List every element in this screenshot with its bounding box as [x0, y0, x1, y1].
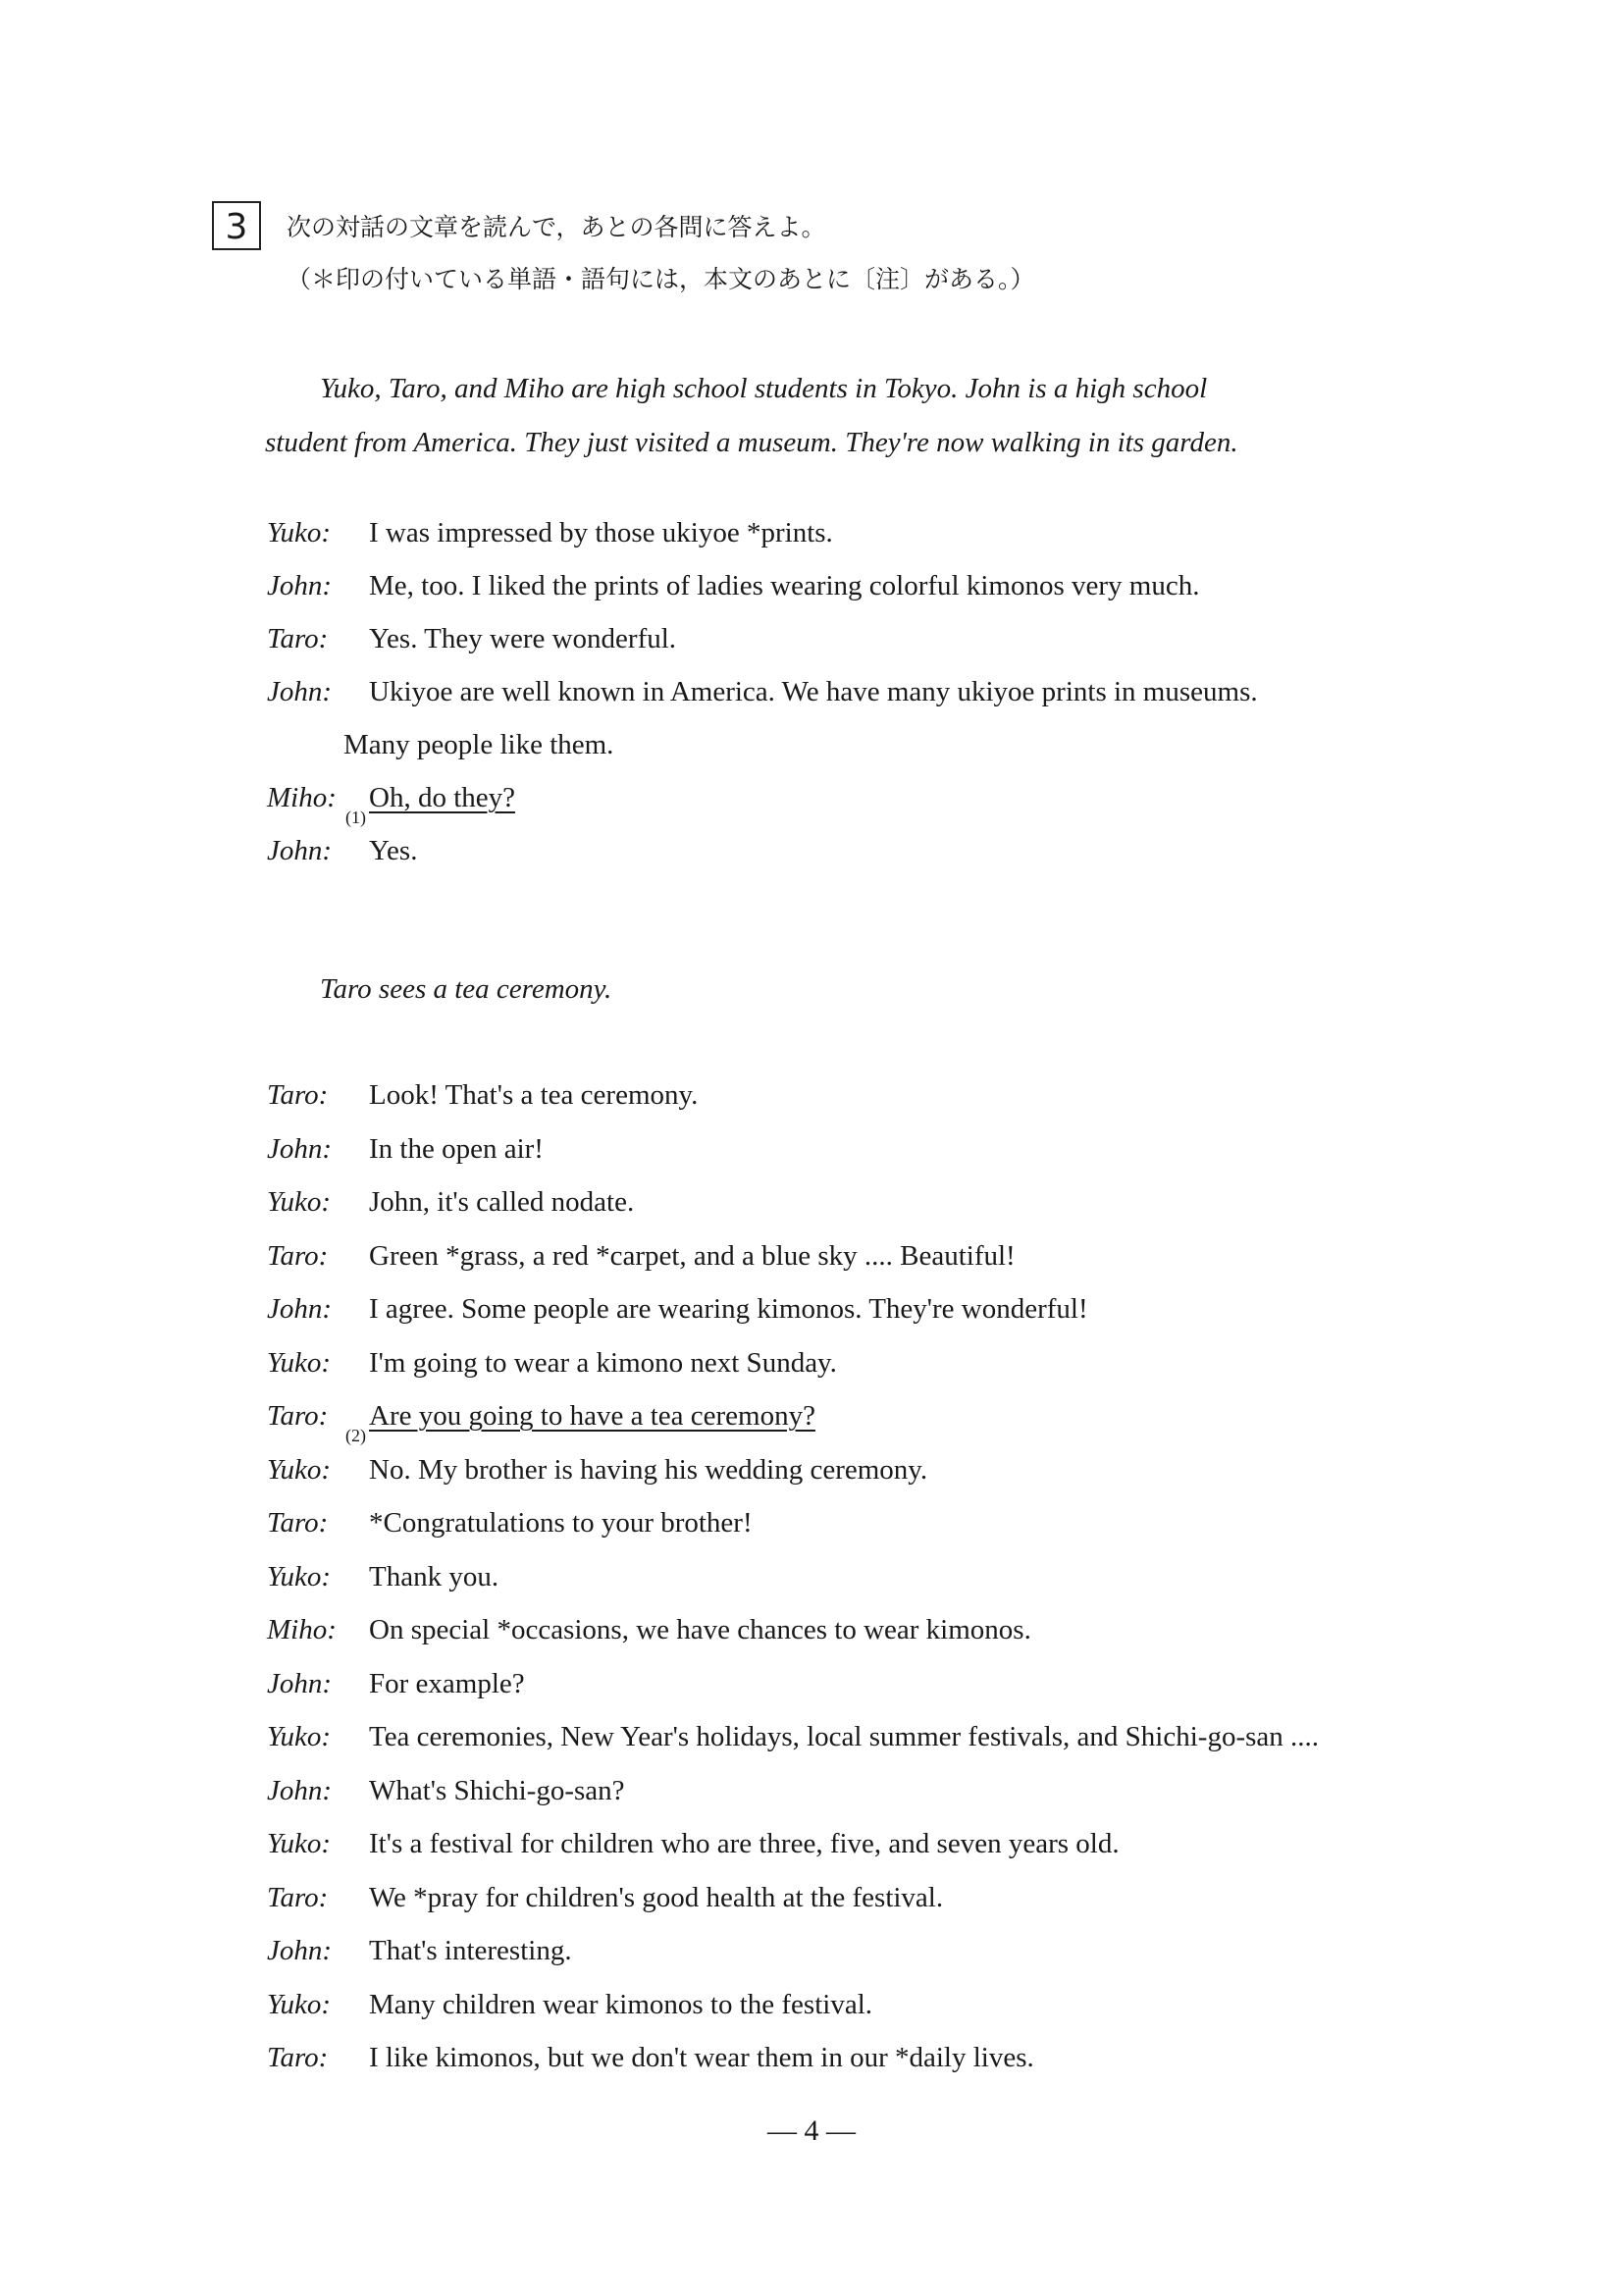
speaker-name: Yuko:: [267, 517, 331, 548]
utterance: Thank you.: [369, 1560, 499, 1592]
utterance: What's Shichi-go-san?: [369, 1774, 625, 1806]
intro-line-1: Yuko, Taro, and Miho are high school students in Tokyo. John is a high school: [320, 373, 1208, 404]
instruction-line-2: （＊印の付いている単語・語句には，本文のあとに〔注〕がある。）: [287, 265, 1035, 293]
utterance: Many children wear kimonos to the festival.: [369, 1988, 873, 2020]
speaker-name: Taro:: [267, 1239, 329, 1272]
speaker-name: Yuko:: [267, 1186, 331, 1218]
utterance: Tea ceremonies, New Year's holidays, local summer festivals, and Shichi-go-san ....: [369, 1721, 1320, 1752]
speaker-name: Miho:: [267, 782, 337, 813]
utterance: Ukiyoe are well known in America. We have many ukiyoe prints in museums.: [369, 676, 1258, 707]
instruction-line-1: 次の対話の文章を読んで，あとの各問に答えよ。: [287, 213, 826, 241]
speaker-name: Miho:: [267, 1614, 337, 1645]
speaker-name: John:: [267, 676, 333, 707]
speaker-name: Taro:: [267, 623, 329, 654]
speaker-name: Yuko:: [267, 1453, 331, 1486]
utterance: Me, too. I liked the prints of ladies wearing colorful kimonos very much.: [369, 570, 1200, 601]
speaker-name: Taro:: [267, 1079, 329, 1111]
speaker-name: John:: [267, 570, 333, 601]
scene-2-title: Taro sees a tea ceremony.: [320, 973, 612, 1005]
speaker-name: John:: [267, 1293, 333, 1325]
utterance: It's a festival for children who are three, five, and seven years old.: [369, 1828, 1120, 1859]
utterance: I'm going to wear a kimono next Sunday.: [369, 1346, 837, 1379]
underline-marker: (1): [345, 808, 366, 827]
question-number: 3: [212, 201, 261, 250]
utterance: John, it's called nodate.: [369, 1186, 635, 1218]
speaker-name: John:: [267, 1132, 333, 1165]
dialogue-continuation: Many people like them.: [343, 729, 614, 760]
utterance: Look! That's a tea ceremony.: [369, 1079, 699, 1111]
utterance: Yes. They were wonderful.: [369, 623, 677, 654]
speaker-name: Taro:: [267, 1881, 329, 1913]
utterance: No. My brother is having his wedding ceremony.: [369, 1453, 928, 1486]
speaker-name: Yuko:: [267, 1988, 331, 2020]
utterance: We *pray for children's good health at the festival.: [369, 1881, 944, 1913]
speaker-name: Taro:: [267, 2042, 329, 2073]
utterance: I agree. Some people are wearing kimonos. They're wonderful!: [369, 1293, 1088, 1325]
utterance: In the open air!: [369, 1132, 544, 1165]
intro-line-2: student from America. They just visited a museum. They're now walking in its garden.: [265, 427, 1238, 458]
utterance: That's interesting.: [369, 1935, 572, 1966]
speaker-name: Yuko:: [267, 1721, 331, 1752]
utterance: *Congratulations to your brother!: [369, 1507, 753, 1539]
utterance: Yes.: [369, 835, 418, 866]
speaker-name: Yuko:: [267, 1346, 331, 1379]
utterance: I like kimonos, but we don't wear them in our *daily lives.: [369, 2042, 1034, 2073]
speaker-name: John:: [267, 1774, 333, 1806]
utterance: I was impressed by those ukiyoe *prints.: [369, 517, 833, 548]
speaker-name: John:: [267, 1935, 333, 1966]
underlined-utterance: Are you going to have a tea ceremony?: [369, 1400, 815, 1432]
utterance: On special *occasions, we have chances to wear kimonos.: [369, 1614, 1031, 1645]
speaker-name: Taro:: [267, 1507, 329, 1539]
speaker-name: Taro:: [267, 1400, 329, 1432]
utterance: Green *grass, a red *carpet, and a blue sky .... Beautiful!: [369, 1239, 1016, 1272]
speaker-name: John:: [267, 835, 333, 866]
speaker-name: Yuko:: [267, 1828, 331, 1859]
underline-marker: (2): [345, 1426, 366, 1445]
speaker-name: Yuko:: [267, 1560, 331, 1592]
speaker-name: John:: [267, 1667, 333, 1699]
underlined-utterance: Oh, do they?: [369, 782, 515, 813]
utterance: For example?: [369, 1667, 525, 1699]
page-number: — 4 —: [767, 2114, 856, 2147]
